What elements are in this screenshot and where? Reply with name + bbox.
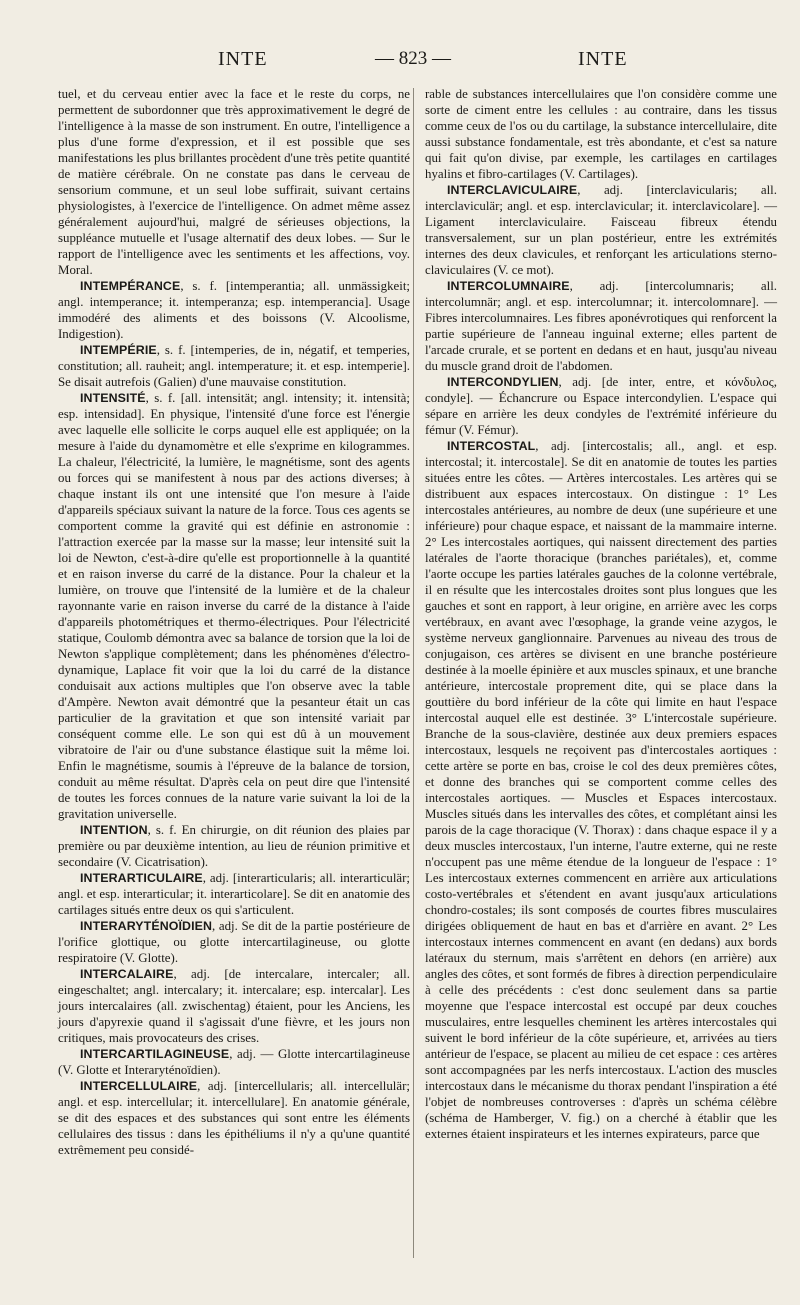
running-header [0,48,800,78]
entry-continuation [425,86,777,182]
entry-text: , adj. [intercolumnaris; all. intercolumnär; angl. et esp. intercolumnar; it. intercolomnare]. — Fibres intercolumnaires. Les fibres aponévrotiques qui renforcent la partie supérieure de l'anneau inguinal externe; elles partent de l'arcade crurale, et se portent en dedans et en haut, jusqu'au niveau du muscle grand droit de l'abdomen. [425,279,777,373]
entry-headword: INTENSITÉ [80,391,146,405]
dictionary-entry [58,390,410,822]
left-column [58,86,410,1158]
entry-continuation [58,86,410,278]
dictionary-entry [58,966,410,1046]
right-column [425,86,777,1142]
dictionary-entry [58,1078,410,1158]
page-number: — 823 — [375,48,451,69]
entry-text: , adj. — Glotte intercartilagineuse (V. Glotte et Interaryténoïdien). [58,1047,410,1077]
header-right-guide-word: INTE [578,48,628,70]
dictionary-entry [425,182,777,278]
entry-headword: INTEMPÉRANCE [80,279,181,293]
dictionary-entry [425,278,777,374]
entry-text: , adj. [interclavicularis; all. interclaviculär; angl. et esp. interclavicular; it. interclavicolare]. — Ligament interclaviculaire. Faisceau fibreux étendu transversalement, sur un plan postérieur, entre les extrémités internes des deux clavicules, et renforçant les articulations sterno-claviculaires (V. ce mot). [425,183,777,277]
entry-text: , s. f. En chirurgie, on dit réunion des plaies par première ou par deuxième intention, au lieu de réunion primitive et secondaire (V. Cicatrisation). [58,823,410,869]
entry-headword: INTENTION [80,823,148,837]
entry-text: tuel, et du cerveau entier avec la face et le reste du corps, ne permettent de subordonner que très approximativement le degré de l'intelligence à la masse de son instrument. En outre, l'intelligence a plus d'une forme d'expression, et il est possible que ses manifestations les plus brillantes procèdent d'une très petite quantité de matière cérébrale. On ne constate pas dans le cerveau de sensorium commune, et un seul lobe suffirait, suivant certains physiologistes, à l'exercice de l'intelligence. On admet même assez généralement aujourd'hui, malgré de sérieuses objections, la suppléance mutuelle et l'usage alternatif des deux lobes. — Sur le rapport de l'intelligence avec les sentiments et les affections, voy. Moral. [58,87,410,277]
entry-text: , adj. [de inter, entre, et κόνδυλος, condyle]. — Échancrure ou Espace intercondylien. L'espace qui sépare en arrière les deux condyles de l'extrémité inférieure du fémur (V. Fémur). [425,375,777,437]
entry-text: , s. f. [all. intensität; angl. intensity; it. intensità; esp. intensidad]. En physique, l'intensité d'une force est l'énergie avec laquelle elle sollicite le corps auquel elle est appliquée; on la mesure à l'aide du dynamomètre et elle s'exprime en kilogrammes. La chaleur, l'électricité, la lumière, le magnétisme, sont des agents ou forces qui se manifestent à nous par des actions diverses; à chaque instant ils ont une intensité que l'on mesure à l'aide d'appareils spéciaux suivant la nature de la force. Tous ces agents se comportent comme la gravité qui est définie en astronomie : l'attraction exercée par la masse sur la masse; leur intensité suit la loi de Newton, c'est-à-dire qu'elle est proportionnelle à la quantité et en raison inverse du carré de la distance. Pour la chaleur et la lumière, on trouve que l'intensité de la lumière et de la chaleur rayonnante varie en raison inverse du carré de la distance à l'aide d'appareils photométriques et thermo-électriques. Pour l'électricité statique, Coulomb démontra avec sa balance de torsion que la loi de Newton s'applique complètement; dans les phénomènes d'électro-dynamique, Laplace fit voir que la loi du carré de la distance conduisait aux actions multiples que l'on observe avec la table d'Ampère. Newton avait démontré que la pesanteur était un cas particulier de la gravitation et que son intensité variait par conséquent comme elle. Le son qui est dû à un mouvement vibratoire de l'air ou d'une substance élastique suit la même loi. Enfin le magnétisme, soumis à l'épreuve de la balance de torsion, conduit au même résultat. D'après cela on peut dire que l'intensité de toutes les forces connues de la nature varie suivant la loi de la gravitation universelle. [58,391,410,821]
column-divider [413,88,414,1258]
entry-headword: INTERCOLUMNAIRE [447,279,570,293]
entry-headword: INTEMPÉRIE [80,343,157,357]
entry-text: , adj. [intercostalis; all., angl. et esp. intercostal; it. intercostale]. Se dit en anatomie de toutes les parties situées entre les côtes. — Artères intercostales. Les artères qui se distribuent aux espaces intercostaux. On distingue : 1° Les intercostales antérieures, au nombre de deux (une supérieure et une inférieure) pour chaque espace, et naissant de la mammaire interne. 2° Les intercostales aortiques, qui naissent directement des parties latérales de l'aorte thoracique (branches pariétales), et, comme l'aorte occupe les parties latérales gauches de la colonne vertébrale, il en résulte que les intercostales droites sont plus longues que les gauches et sont en rapport, à leur origine, en arrière avec les corps vertébraux, en avant avec l'œsophage, la grande veine azygos, le système nerveux ganglionnaire. Parvenues au niveau des trous de conjugaison, ces artères se divisent en une branche postérieure destinée à la moelle épinière et aux muscles spinaux, et une branche antérieure, intercostale proprement dite, qui se place dans la gouttière du bord inférieur de la côte qui limite en haut l'espace intercostal auquel elle est destinée. 3° L'intercostale supérieure. Branche de la sous-clavière, destinée aux deux premiers espaces intercostaux, lesquels ne reçoivent pas d'intercostales aortiques : cette artère se porte en bas, croise le col des deux premières côtes, et donne des branches qui se comportent comme celles des intercostales aortiques. — Muscles et Espaces intercostaux. Muscles situés dans les intervalles des côtes, et complétant ainsi les parois de la cage thoracique (V. Thorax) : dans chaque espace il y a deux muscles intercostaux, l'un interne, l'autre externe, qui ne reste n'occupent pas une même étendue de la longueur de l'espace : 1° Les intercostaux externes commencent en arrière aux articulations costo-vertébrales et s'étendent en avant jusqu'aux articulations chondro-costales; ils sont composés de courtes fibres musculaires dirigées obliquement de haut en bas et d'arrière en avant. 2° Les intercostaux internes commencent en avant (en dedans) aux bords latéraux du sternum, mais s'arrêtent en dehors (en arrière) aux angles des côtes, et sont formés de fibres à direction perpendiculaire à celle des précédents : c'est donc seulement dans sa partie moyenne que l'espace intercostal est occupé par deux couches musculaires, entre lesquelles cheminent les artères intercostales qui suivent le bord inférieur de la côte supérieure, et, arrivées au tiers antérieur de l'espace, se placent au milieu de cet espace : ces artères sont accompagnées par les nerfs intercostaux. L'action des muscles intercostaux dans le mécanisme du thorax pendant l'inspiration a été l'objet de nombreuses controverses : d'après un schéma célèbre (schéma de Hamberger, V. fig.) on a cherché à établir que les externes étaient inspirateurs et les internes expirateurs, parce que [425,439,777,1141]
entry-headword: INTERARYTÉNOÏDIEN [80,919,213,933]
entry-text: , adj. [intercellularis; all. intercellulär; angl. et esp. intercellular; it. intercellulare]. En anatomie générale, se dit des espaces et des substances qui sont entre les éléments cellulaires des tissus : dans les épithéliums il n'y a qu'une quantité extrêmement peu considé- [58,1079,410,1157]
entry-headword: INTERCARTILAGINEUSE [80,1047,230,1061]
entry-text: , adj. [interarticularis; all. interarticulär; angl. et esp. interarticular; it. interarticolare]. Se dit en anatomie des cartilages situés entre deux os qui s'articulent. [58,871,410,917]
entry-headword: INTERCLAVICULAIRE [447,183,578,197]
entry-text: , s. f. [intemperantia; all. unmässigkeit; angl. intemperance; it. intemperanza; esp. intemperancia]. Usage immodéré des aliments et des boissons (V. Alcoolisme, Indigestion). [58,279,410,341]
entry-headword: INTERCELLULAIRE [80,1079,198,1093]
dictionary-entry [58,822,410,870]
entry-text: rable de substances intercellulaires que l'on considère comme une sorte de ciment entre les cellules : au contraire, dans les tissus comme ceux de l'os ou du cartilage, la substance intercellulaire, dite aussi substance fondamentale, est très abondante, et c'est sa nature qui fait qu'on divise, par exemple, les cartilages en cartilages hyalins et fibro-cartilages (V. Cartilages). [425,87,777,181]
entry-headword: INTERCONDYLIEN [447,375,559,389]
entry-headword: INTERCOSTAL [447,439,536,453]
dictionary-entry [58,342,410,390]
dictionary-entry [425,438,777,1142]
dictionary-entry [58,1046,410,1078]
entry-headword: INTERCALAIRE [80,967,174,981]
dictionary-entry [58,870,410,918]
header-left-guide-word: INTE [218,48,268,70]
entry-headword: INTERARTICULAIRE [80,871,203,885]
dictionary-entry [425,374,777,438]
dictionary-entry [58,918,410,966]
entry-text: , s. f. [intemperies, de in, négatif, et temperies, constitution; all. rauheit; angl. intemperature; it. et esp. intemperie]. Se disait autrefois (Galien) d'une mauvaise constitution. [58,343,410,389]
entry-text: , adj. Se dit de la partie postérieure de l'orifice glottique, ou glotte intercartilagineuse, ou glotte respiratoire (V. Glotte). [58,919,410,965]
entry-text: , adj. [de intercalare, intercaler; all. eingeschaltet; angl. intercalary; it. intercalare; esp. intercalar]. Les jours intercalaires (all. zwischentag) étaient, pour les Anciens, les jours d'apyrexie quand il s'agissait d'une fièvre, et les jours non critiques, mais provocateurs des crises. [58,967,410,1045]
dictionary-entry [58,278,410,342]
